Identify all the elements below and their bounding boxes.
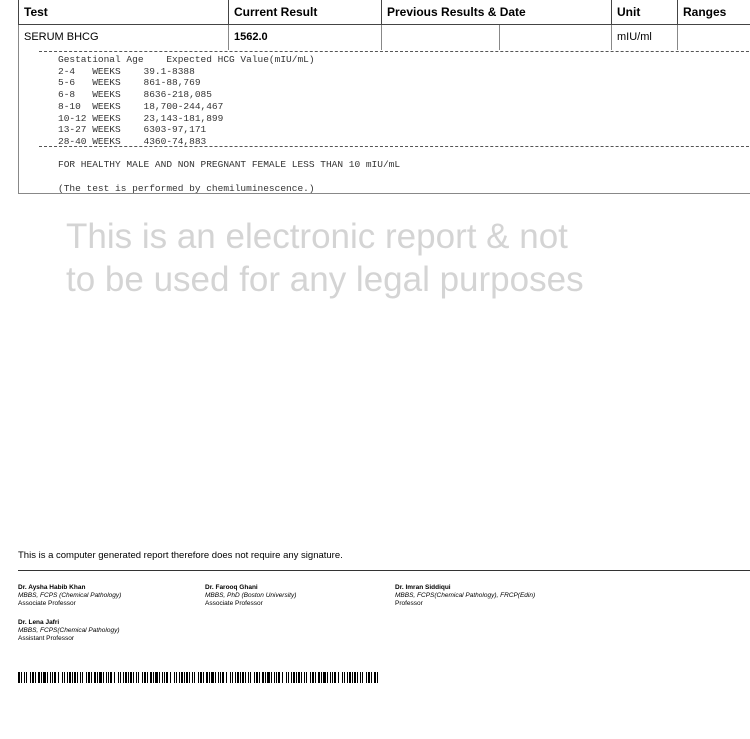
signatory-name: Dr. Imran Siddiqui (395, 584, 451, 591)
barcode (18, 672, 378, 683)
signatory-qualification: MBBS, FCPS(Chemical Pathology), FRCP(Edin) (395, 592, 536, 599)
watermark-line: This is an electronic report & not (66, 217, 568, 256)
range-line: 13-27 WEEKS 6303-97,171 (58, 124, 207, 136)
healthy-note: FOR HEALTHY MALE AND NON PREGNANT FEMALE LESS THAN 10 mIU/mL (58, 159, 401, 170)
signatory-name: Dr. Aysha Habib Khan (18, 584, 86, 591)
watermark-line: to be used for any legal purposes (66, 260, 584, 299)
signatory-qualification: MBBS, FCPS (Chemical Pathology) (18, 592, 122, 599)
signatory (18, 619, 120, 643)
watermark (66, 215, 584, 301)
range-line: 5-6 WEEKS 861-88,769 (58, 77, 201, 89)
cell-ranges (677, 25, 750, 50)
range-line: 28-40 WEEKS 4360-74,883 (58, 135, 207, 147)
interpretation-notes (18, 50, 750, 194)
header-previous-results: Previous Results & Date (381, 0, 611, 25)
header-test: Test (18, 0, 228, 25)
range-line: 8-10 WEEKS 18,700-244,467 (58, 100, 224, 112)
cell-test: SERUM BHCG (18, 25, 228, 50)
signatory-qualification: MBBS, FCPS(Chemical Pathology) (18, 627, 120, 634)
signatory-qualification: MBBS, PhD (Boston University) (205, 592, 297, 599)
signature-note: This is a computer generated report therefore does not require any signature. (18, 550, 343, 561)
range-line: 2-4 WEEKS 39.1-8388 (58, 65, 195, 77)
notes-header: Gestational Age Expected HCG Value(mIU/mL) (58, 54, 315, 65)
signatory (205, 584, 296, 608)
divider (39, 146, 750, 147)
range-line: 6-8 WEEKS 8636-218,085 (58, 89, 212, 101)
signatory-role: Professor (395, 600, 423, 607)
cell-previous-2 (499, 25, 611, 50)
method-note: (The test is performed by chemiluminescence.) (58, 183, 315, 194)
signatory (395, 584, 535, 608)
header-unit: Unit (611, 0, 677, 25)
divider (18, 570, 750, 571)
divider (39, 51, 750, 52)
signatory (18, 584, 121, 608)
cell-previous-1 (381, 25, 499, 50)
range-line: 10-12 WEEKS 23,143-181,899 (58, 112, 224, 124)
signatory-name: Dr. Lena Jafri (18, 619, 60, 626)
cell-unit: mIU/ml (611, 25, 677, 50)
signatory-name: Dr. Farooq Ghani (205, 584, 258, 591)
signatory-role: Associate Professor (18, 600, 76, 607)
signatory-role: Assistant Professor (18, 635, 74, 642)
signatory-role: Associate Professor (205, 600, 263, 607)
header-current-result: Current Result (228, 0, 381, 25)
header-ranges: Ranges (677, 0, 750, 25)
cell-current-result: 1562.0 (228, 25, 381, 50)
